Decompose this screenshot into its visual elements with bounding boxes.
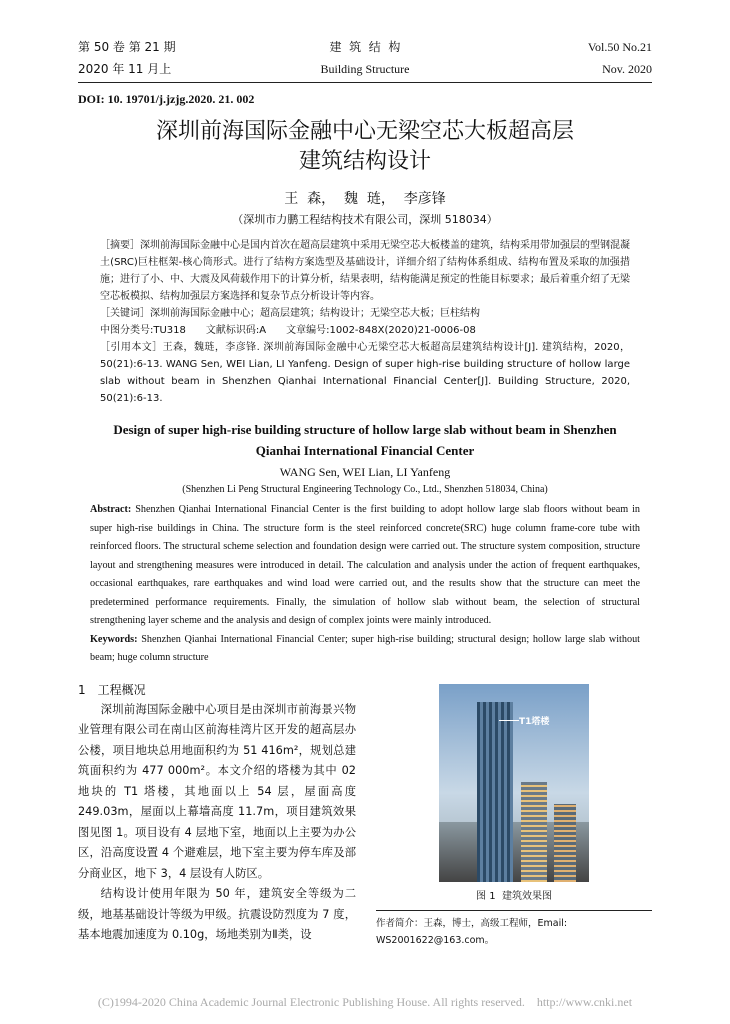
citation-text: 王森，魏琏，李彦锋. 深圳前海国际金融中心无梁空芯大板超高层建筑结构设计[J]. 建筑结构，2020，50(21):6-13. WANG Sen, WEI Lian, LI Yanfeng. Design of super high-rise building structure of hollow large slab without beam in Shenzhen Qianhai International Financial Center[J]. Building Structure, 2020, 50(21):6-13. (100, 342, 630, 404)
title-cn (78, 117, 652, 177)
abstract-en-label: Abstract: (90, 504, 132, 515)
section-number: 1 (78, 682, 86, 697)
abstract-en (90, 501, 640, 668)
citation-label: ［引用本文］ (100, 342, 163, 353)
title-cn-line2: 建筑结构设计 (298, 149, 431, 174)
tower-3 (554, 804, 576, 882)
keywords-en-text: Shenzhen Qianhai International Financial Center; super high-rise building; structural design; hollow large slab without beam; huge column structure (90, 633, 640, 663)
journal-cn: 建 筑 结 构 (329, 40, 401, 54)
abstract-cn-label: ［摘要］ (100, 240, 140, 251)
keywords-cn-label: ［关键词］ (100, 308, 150, 319)
article-no: 文章编号:1002-848X(2020)21-0006-08 (286, 325, 476, 336)
t1-tower (477, 702, 513, 882)
figure1-rendering (439, 684, 589, 882)
volume-en: Vol.50 No.21 (587, 40, 652, 54)
keywords-cn-text: 深圳前海国际金融中心；超高层建筑；结构设计；无梁空芯大板；巨柱结构 (150, 308, 480, 319)
abstract-cn (100, 237, 630, 407)
footnote-rule (376, 910, 652, 911)
section-title: 工程概况 (97, 682, 146, 697)
right-column (376, 680, 652, 949)
footer-copyright: (C)1994-2020 China Academic Journal Electronic Publishing House. All rights reserved. http://www.cnki.net (97, 995, 633, 1009)
doc-code: 文献标识码:A (205, 325, 267, 336)
affiliation-cn: （深圳市力鹏工程结构技术有限公司，深圳 518034） (232, 213, 498, 226)
abstract-cn-text: 深圳前海国际金融中心是国内首次在超高层建筑中采用无梁空芯大板楼盖的建筑，结构采用带加强层的型钢混凝土(SRC)巨柱框架-核心筒形式。进行了结构方案选型及基础设计，详细介绍了结构体系组成、结构布置及采取的加强措施；进行了小、中、大震及风荷载作用下的计算分析，结果表明，结构能满足预定的性能目标要求；最后着重介绍了无梁空芯板模拟、结构加强层方案选择和复杂节点分析设计等内容。 (100, 240, 630, 302)
doi: DOI: 10. 19701/j.jzjg.2020. 21. 002 (78, 92, 255, 106)
body-columns (78, 680, 652, 949)
author-note: 作者简介：王森，博士，高级工程师，Email: WS2001622@163.com。 (376, 917, 568, 946)
clc: 中图分类号:TU318 (100, 325, 186, 336)
abstract-en-text: Shenzhen Qianhai International Financial Center is the first building to adopt hollow large slab floors without beam in super high-rise buildings in China. The structure form is the steel reinforced concrete(SRC) huge column frame-core tube with reinforced floors. The structural scheme selection and foundation design were carried out. The structure system composition, structure layout and strengthening measures were introduced in detail. The calculation and analysis under the action of frequent earthquakes, occasional earthquakes, rare earthquakes and wind load were carried out, and the results show that the structure can meet the predetermined performance requirements. Finally, the simulation of hollow slab without beam, the selection of structural strengthening layer scheme and the analysis and design of complex joints were mainly introduced. (90, 504, 641, 626)
authors-en: WANG Sen, WEI Lian, LI Yanfeng (279, 465, 451, 479)
volume-cn: 第 50 卷 第 21 期 (78, 40, 176, 54)
title-en: Design of super high-rise building structure of hollow large slab without beam in Shenzhen Qianhai International Financial Center (113, 422, 617, 458)
header-row-1 (78, 36, 652, 58)
figure1-label: T1塔楼 (519, 716, 550, 727)
tower-2 (521, 782, 547, 882)
header-row-2 (78, 58, 652, 80)
date-cn: 2020 年 11 月上 (78, 62, 172, 76)
header-rule (78, 82, 652, 83)
section1-para1: 深圳前海国际金融中心项目是由深圳市前海景兴物业管理有限公司在南山区前海桂湾片区开发的超高层办公楼，项目地块总用地面积约为 51 416m²，规划总建筑面积约为 477 000m²。本文介绍的塔楼为其中 02 地块的 T1 塔楼，其地面以上 54 层，屋面高度 249.03m，屋面以上幕墙高度 11.7m，项目建筑效果图见图 1。项目设有 4 层地下室，地面以上主要为办公区，沿高度设置 4 个避难层，地下室主要为停车库及部分商业区，地下 3，4 层设有人防区。 (78, 702, 356, 880)
figure1-caption: 图 1 建筑效果图 (476, 890, 552, 902)
section-heading (78, 680, 356, 700)
journal-en: Building Structure (320, 62, 410, 76)
label-leader-line (499, 720, 519, 721)
authors-cn: 王 森， 魏 琏， 李彦锋 (284, 191, 446, 207)
section1-para2: 结构设计使用年限为 50 年，建筑安全等级为二级，地基基础设计等级为甲级。抗震设防烈度为 7 度，基本地震加速度为 0.10g，场地类别为Ⅱ类，设 (78, 887, 356, 941)
date-en: Nov. 2020 (602, 62, 652, 76)
affiliation-en: (Shenzhen Li Peng Structural Engineering Technology Co., Ltd., Shenzhen 518034, China) (182, 484, 548, 495)
keywords-en-label: Keywords: (90, 633, 138, 645)
left-column (78, 680, 356, 949)
title-cn-line1: 深圳前海国际金融中心无梁空芯大板超高层 (155, 119, 574, 144)
